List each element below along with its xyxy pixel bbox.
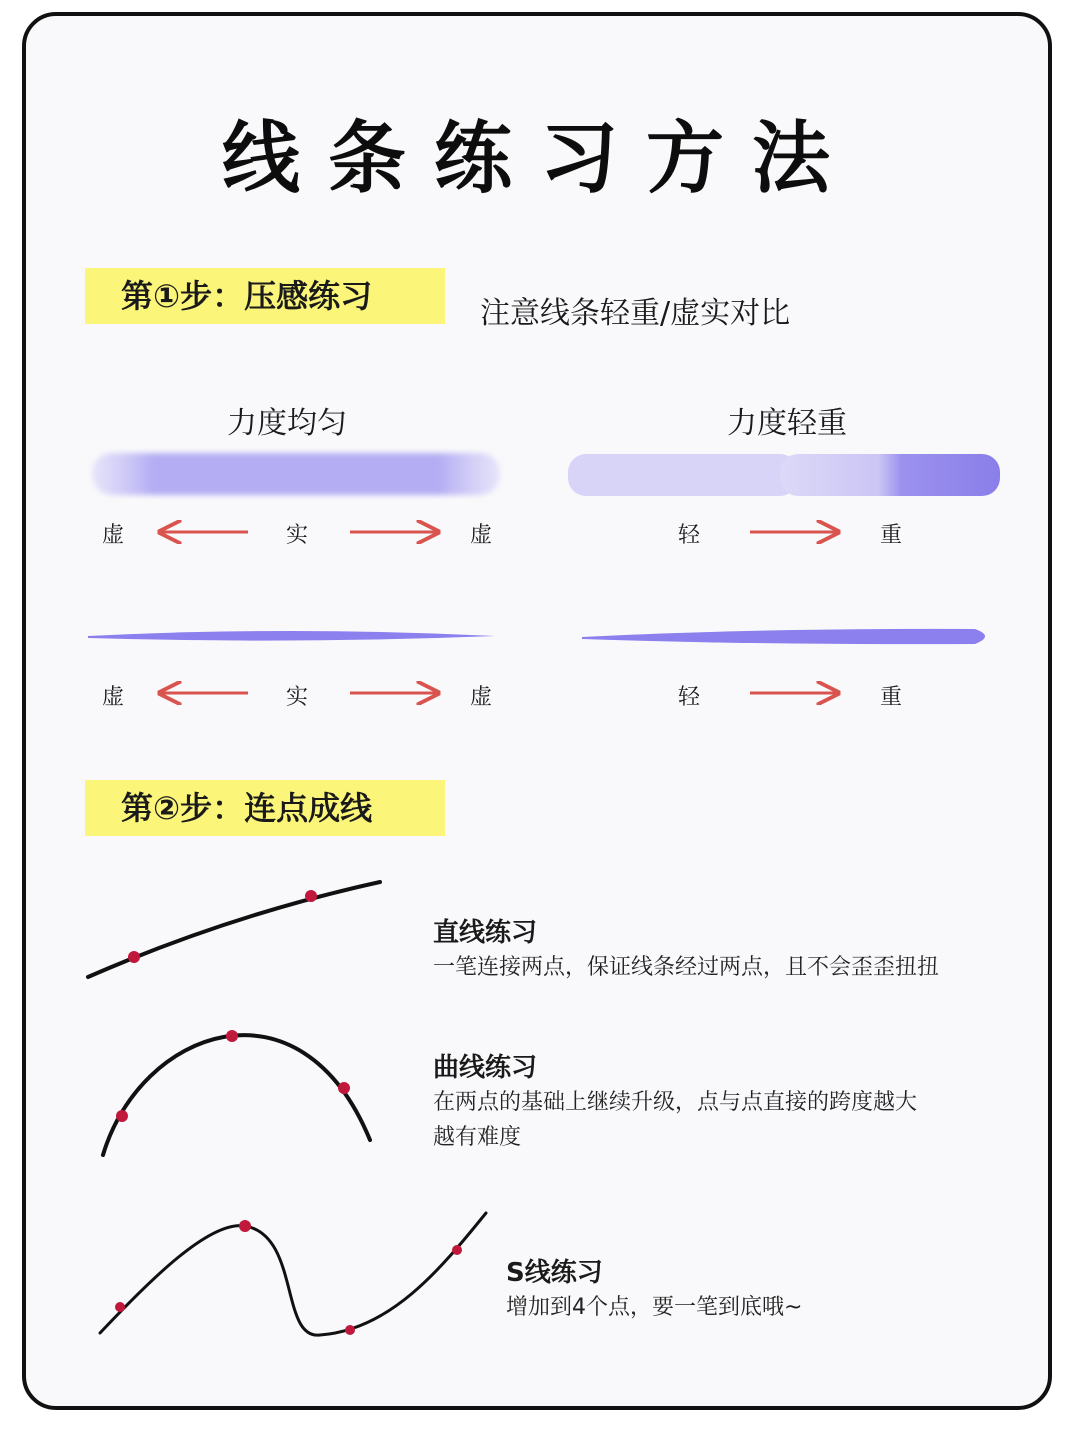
varied-broad-stroke-heavy xyxy=(780,454,1000,496)
step1-banner: 第①步：压感练习 xyxy=(85,268,445,324)
step2-banner: 第②步：连点成线 xyxy=(85,780,445,836)
marker-shi-1: 实 xyxy=(286,523,309,548)
marker-xu-right-2: 虚 xyxy=(470,685,493,710)
curve-line-desc-2: 越有难度 xyxy=(433,1125,522,1150)
curve-line-desc-1: 在两点的基础上继续升级，点与点直接的跨度越大 xyxy=(433,1090,918,1115)
marker-zhong-1: 重 xyxy=(880,523,903,548)
marker-shi-2: 实 xyxy=(286,685,309,710)
straight-line-desc: 一笔连接两点，保证线条经过两点，且不会歪歪扭扭 xyxy=(433,955,940,980)
page-title: 线条练习方法 xyxy=(221,114,858,204)
even-broad-stroke xyxy=(92,453,500,495)
varied-thin-stroke xyxy=(582,629,985,644)
s-line-title: S线练习 xyxy=(506,1258,603,1288)
marker-xu-left-1: 虚 xyxy=(102,523,125,548)
curve-line-stroke xyxy=(103,1035,370,1155)
step1-note: 注意线条轻重/虚实对比 xyxy=(480,296,791,331)
straight-line-stroke xyxy=(88,882,380,977)
even-thin-stroke xyxy=(88,631,495,641)
marker-zhong-2: 重 xyxy=(880,685,903,710)
marker-xu-left-2: 虚 xyxy=(102,685,125,710)
varied-pressure-label: 力度轻重 xyxy=(727,406,847,441)
even-pressure-label: 力度均匀 xyxy=(227,406,347,441)
s-line-stroke xyxy=(100,1213,486,1335)
varied-broad-stroke-light xyxy=(568,454,798,496)
marker-qing-2: 轻 xyxy=(678,685,701,710)
marker-xu-right-1: 虚 xyxy=(470,523,493,548)
marker-qing-1: 轻 xyxy=(678,523,701,548)
curve-line-title: 曲线练习 xyxy=(433,1053,538,1083)
straight-line-title: 直线练习 xyxy=(433,918,538,948)
s-line-desc: 增加到4个点，要一笔到底哦~ xyxy=(506,1295,803,1320)
